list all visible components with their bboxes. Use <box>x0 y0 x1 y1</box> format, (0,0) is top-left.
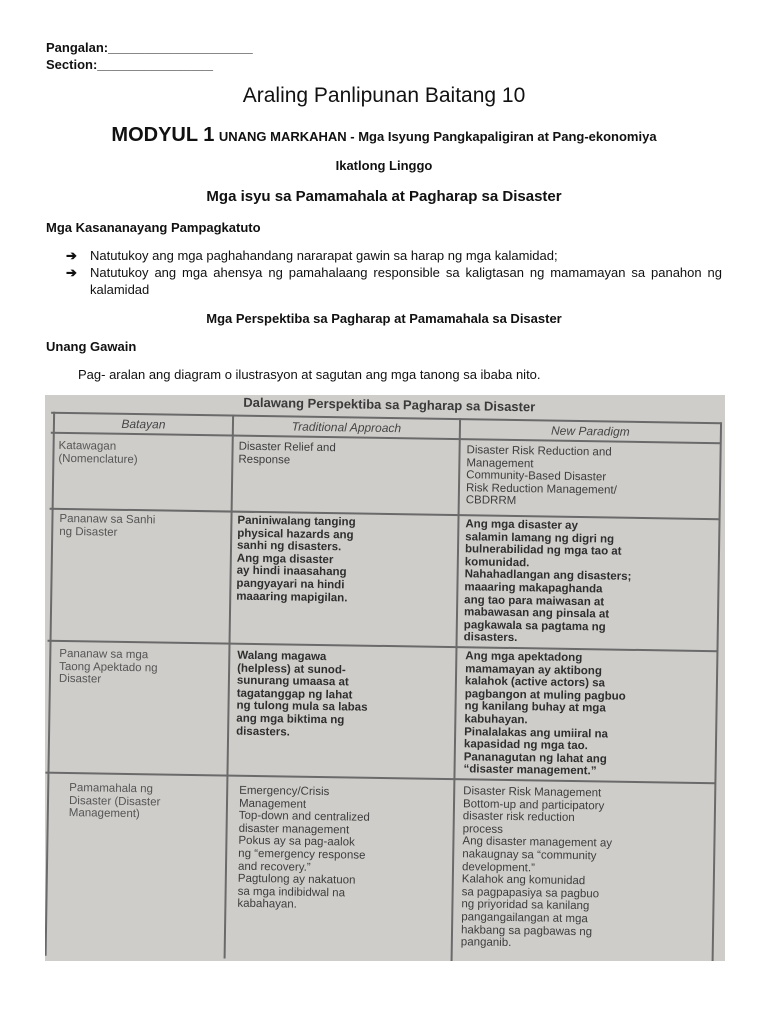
module-number: MODYUL 1 <box>111 124 215 146</box>
table-cell-traditional: Emergency/Crisis Management Top-down and centralized disaster management Pokus ay sa pag-aalok ng “emergency response and recovery.” Pagtulong ay nakatuon sa mga indibidwal na kabahayan. <box>237 784 370 911</box>
activity-instruction: Pag- aralan ang diagram o ilustrasyon at sagutan ang mga tanong sa ibaba nito. <box>78 367 541 382</box>
perspectives-heading: Mga Perspektiba sa Pagharap at Pamamahala sa Disaster <box>206 311 562 326</box>
table-cell-basis: Pananaw sa Sanhi ng Disaster <box>59 512 156 539</box>
page-title: Araling Panlipunan Baitang 10 <box>242 84 526 107</box>
column-header-basis: Batayan <box>121 416 166 432</box>
arrow-bullet-icon: ➔ <box>66 265 77 280</box>
table-cell-traditional: Paniniwalang tanging physical hazards ang sanhi ng disasters. Ang mga disaster ay hindi inaasahang pangyayari na hindi maaaring mapigilan. <box>236 514 356 604</box>
table-cell-paradigm: Ang mga apektadong mamamayan ay aktibong kalahok (active actors) sa pagbangon at muling pagbuo ng kanilang buhay at mga kabuhayan. Pinalalakas ang umiiral na kapasidad ng mga tao. Pananagutan ng lahat ang “disaster management.” <box>463 650 626 778</box>
topic-heading: Mga isyu sa Pamamahala at Pagharap sa Disaster <box>206 188 562 205</box>
module-line <box>0 124 768 147</box>
column-header-traditional: Traditional Approach <box>291 419 402 436</box>
table-cell-traditional: Walang magawa (helpless) at sunod- sunurang umaasa at tagatanggap ng lahat ng tulong mula sa labas ang mga biktima ng disasters. <box>236 649 368 739</box>
week-label: Ikatlong Linggo <box>335 158 433 173</box>
objective-text: Natutukoy ang mga ahensya ng pamahalaang responsible sa kaligtasan ng mamamayan sa panahon ng kalamidad <box>90 265 722 297</box>
table-cell-paradigm: Disaster Risk Management Bottom-up and participatory disaster risk reduction process Ang disaster management ay nakaugnay sa “community development.” Kalahok ang komunidad sa pagpapasiya sa pagbuo ng priyoridad sa kanilang pangangailangan at mga hakbang sa pagbawas ng panganib. <box>460 785 613 950</box>
column-header-paradigm: New Paradigm <box>550 423 630 439</box>
objective-item <box>66 264 722 298</box>
table-cell-paradigm: Ang mga disaster ay salamin lamang ng digri ng bulnerabilidad ng mga tao at komunidad. Nahahadlangan ang disasters; maaaring makapaghanda ang tao para maiwasan at mabawasan ang pinsala at pagkawala sa pagtama ng disasters. <box>463 518 632 645</box>
table-cell-basis: Pananaw sa mga Taong Apektado ng Disaster <box>58 647 158 686</box>
table-cell-basis: Pamamahala ng Disaster (Disaster Management) <box>68 782 161 821</box>
table-photo <box>45 395 725 961</box>
arrow-bullet-icon: ➔ <box>66 248 77 263</box>
table-cell-traditional: Disaster Relief and Response <box>238 440 336 467</box>
table-cell-paradigm: Disaster Risk Reduction and Management Community-Based Disaster Risk Reduction Management/ CBDRRM <box>465 444 617 508</box>
name-line: Pangalan:____________________ <box>46 40 253 55</box>
objective-text: Natutukoy ang mga paghahandang nararapat gawin sa harap ng mga kalamidad; <box>90 248 558 263</box>
activity-heading: Unang Gawain <box>46 339 137 354</box>
section-line: Section:________________ <box>46 57 213 72</box>
table-cell-basis: Katawagan (Nomenclature) <box>58 439 138 466</box>
module-subtitle: UNANG MARKAHAN - Mga Isyung Pangkapaligiran at Pang-ekonomiya <box>218 129 657 144</box>
table-title: Dalawang Perspektiba sa Pagharap sa Disaster <box>243 395 536 415</box>
objective-item <box>66 247 722 264</box>
objectives-heading: Mga Kasananayang Pampagkatuto <box>46 220 261 235</box>
perspectives-table <box>45 395 725 961</box>
